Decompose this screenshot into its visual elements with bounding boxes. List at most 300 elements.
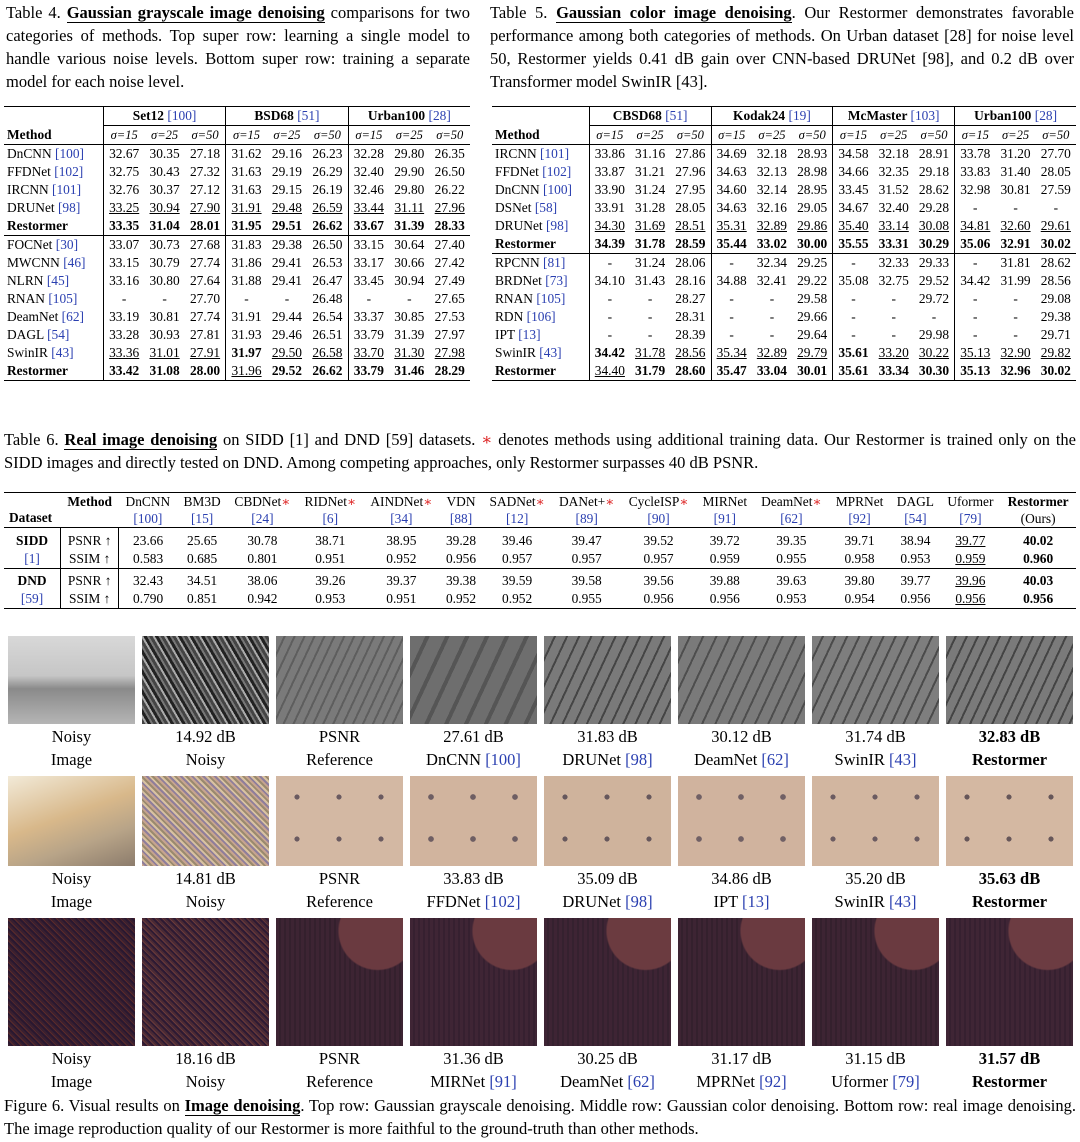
cell-value: 32.75	[103, 163, 144, 181]
cell-value: 29.90	[394, 164, 425, 179]
cell-value: 35.40	[833, 217, 874, 235]
cell-value: 32.16	[756, 200, 787, 215]
cell-value: -	[769, 291, 775, 306]
sigma-label: σ=50	[920, 128, 948, 142]
method-label: Uformer	[831, 1072, 889, 1091]
result-score: 35.09 dB	[577, 869, 638, 888]
method-name	[492, 344, 589, 362]
method-label: SwinIR	[7, 345, 48, 360]
cell-value: 33.44	[348, 199, 389, 217]
method-label: DRUNet	[562, 750, 622, 769]
result-image	[946, 636, 1073, 724]
cell-value: 32.75	[878, 273, 909, 288]
method-ref: [100]	[55, 146, 85, 161]
cell-value: 39.46	[502, 532, 533, 548]
cell-value: 27.40	[434, 237, 465, 252]
sigma-row	[492, 126, 1076, 145]
cell-value: 31.21	[635, 164, 666, 179]
dataset-name: Urban100	[367, 108, 426, 123]
method-ref: [13]	[742, 892, 770, 911]
sigma-label: σ=50	[436, 128, 464, 142]
method-name: DANet+	[558, 494, 606, 509]
cell-value: 34.88	[711, 272, 752, 290]
cell-value: -	[833, 254, 874, 273]
method-ref: [12]	[505, 511, 529, 526]
method-name: Restormer	[1007, 494, 1069, 509]
cell-value: 31.83	[226, 236, 267, 255]
cell-value: 31.79	[635, 363, 666, 378]
result-score: PSNR	[318, 869, 361, 888]
method-name	[492, 235, 589, 254]
cell-value: 39.80	[844, 573, 875, 588]
cell-value: 35.44	[711, 235, 752, 254]
cell-value: -	[1013, 291, 1018, 306]
method-label: FFDNet	[7, 164, 51, 179]
cell-value: 0.959	[709, 550, 740, 566]
method-label: NLRN	[7, 273, 44, 288]
cell-value: 27.90	[189, 200, 221, 215]
cell-value: 33.90	[589, 181, 630, 199]
method-ref: [43]	[51, 345, 74, 360]
result-method	[276, 1069, 403, 1094]
result-image	[142, 636, 269, 724]
cell-value: 32.18	[756, 146, 787, 161]
result-score: 33.83 dB	[443, 869, 504, 888]
cell-value: 0.951	[386, 591, 417, 606]
method-name	[492, 199, 589, 217]
table-row	[492, 326, 1076, 344]
cell-value: 31.78	[635, 236, 666, 251]
cell-value: 31.78	[635, 345, 666, 360]
cell-value: 39.77	[900, 573, 931, 588]
method-label: Restormer	[971, 1072, 1048, 1091]
result-method	[142, 747, 269, 772]
cell-value: 31.08	[149, 363, 180, 378]
method-label: DSNet	[495, 200, 532, 215]
cell-value: 0.956	[900, 591, 931, 606]
result-score: 35.63 dB	[978, 869, 1041, 888]
cell-value: 26.50	[312, 237, 343, 252]
cell-value: 33.70	[348, 344, 389, 362]
sigma-label: σ=50	[313, 128, 341, 142]
cell-value: 31.86	[226, 254, 267, 272]
cell-value: 32.43	[133, 573, 164, 588]
method-ref: [54]	[904, 511, 927, 526]
method-ref: [98]	[625, 892, 653, 911]
cell-value: 0.851	[187, 591, 218, 606]
result-method	[142, 889, 269, 914]
cell-value: 33.15	[103, 254, 144, 272]
method-ref: [102]	[54, 164, 84, 179]
gallery-row	[8, 918, 1074, 1094]
method-col-header	[552, 493, 622, 528]
result-image	[410, 636, 537, 724]
cell-value: 35.08	[833, 272, 874, 290]
result-method	[812, 1069, 939, 1094]
cell-value: 30.80	[149, 273, 180, 288]
table-row	[4, 272, 470, 290]
cell-value: 34.60	[711, 181, 752, 199]
cell-value: -	[955, 290, 996, 308]
cell-value: 0.953	[776, 591, 807, 606]
cell-value: 29.51	[271, 218, 303, 233]
method-name	[4, 290, 103, 308]
cell-value: 27.70	[189, 291, 221, 306]
cell-value: 33.83	[955, 163, 996, 181]
result-method	[946, 1069, 1073, 1094]
method-name	[4, 163, 103, 181]
cell-value: 39.35	[776, 532, 807, 548]
cell-value: 30.30	[918, 363, 950, 378]
method-label: RNAN	[495, 291, 533, 306]
table-row	[492, 145, 1076, 164]
result-image	[8, 776, 135, 866]
method-ref: [101]	[540, 146, 570, 161]
cell-value: 0.952	[445, 591, 477, 606]
cell-value: 30.81	[149, 309, 180, 324]
table-row	[492, 344, 1076, 362]
table-row	[492, 362, 1076, 381]
cell-value: 33.07	[103, 236, 144, 255]
method-label: MPRNet	[696, 1072, 756, 1091]
cell-value: 29.52	[918, 273, 950, 288]
sigma-label: σ=25	[273, 128, 301, 142]
cell-value: 32.98	[955, 181, 996, 199]
cell-value: 28.56	[675, 345, 706, 360]
cell-value: 33.37	[348, 308, 389, 326]
result-image	[812, 776, 939, 866]
cell-value: 30.29	[918, 236, 950, 251]
dataset-name: [59]	[20, 591, 44, 606]
cell-value: 26.59	[312, 200, 343, 215]
cell-value: 28.05	[675, 200, 706, 215]
cell-value: 0.954	[844, 591, 875, 606]
cell-value: 32.13	[756, 164, 787, 179]
method-ref: [58]	[534, 200, 558, 215]
sigma-label: σ=50	[798, 128, 826, 142]
result-image	[946, 918, 1073, 1046]
header-row	[492, 107, 1076, 126]
cell-value: 26.22	[434, 182, 465, 197]
table-row	[4, 236, 470, 255]
method-name: DAGL	[896, 494, 934, 509]
method-name	[4, 344, 103, 362]
method-name	[492, 290, 589, 308]
method-name	[492, 145, 589, 164]
result-method	[812, 889, 939, 914]
method-name: CBDNet	[234, 494, 282, 509]
result-image	[8, 918, 135, 1046]
method-label: SwinIR	[495, 345, 536, 360]
cell-value: 31.16	[635, 146, 666, 161]
cell-value: 31.30	[394, 345, 425, 360]
method-col-header	[227, 493, 297, 528]
cell-value: 39.38	[445, 573, 477, 588]
cell-value: 33.15	[348, 236, 389, 255]
cell-value: 33.28	[103, 326, 144, 344]
cell-value: 31.39	[394, 218, 425, 233]
cell-value: -	[711, 254, 752, 273]
cell-value: 29.48	[271, 200, 303, 215]
cell-value: 0.956	[709, 591, 740, 606]
cell-value: 33.35	[103, 217, 144, 236]
cell-value: 35.13	[955, 344, 996, 362]
cell-value: -	[589, 326, 630, 344]
cell-value: 28.31	[675, 309, 706, 324]
table-row	[4, 308, 470, 326]
result-score: 27.61 dB	[443, 727, 504, 746]
method-ref: [100]	[543, 182, 573, 197]
dataset-name: Urban100	[974, 108, 1032, 123]
dataset-header	[711, 107, 833, 126]
sigma-label: σ=15	[103, 126, 144, 145]
result-score: 14.81 dB	[175, 869, 236, 888]
result-image	[142, 918, 269, 1046]
method-name: SADNet	[489, 494, 536, 509]
cell-value: 26.62	[312, 218, 343, 233]
cell-value: 29.98	[918, 327, 950, 342]
sigma-label: σ=50	[676, 128, 704, 142]
cell-value: 33.25	[103, 199, 144, 217]
sigma-label: σ=15	[348, 126, 389, 145]
cell-value: 28.95	[797, 182, 828, 197]
dataset-header	[103, 107, 225, 126]
cell-value: 27.70	[1040, 146, 1071, 161]
result-method	[946, 747, 1073, 772]
cell-value: 31.63	[226, 181, 267, 199]
method-ref: [92]	[848, 511, 871, 526]
cell-value: 27.12	[189, 182, 221, 197]
cell-value: 30.94	[149, 200, 180, 215]
cell-value: 0.956	[445, 550, 477, 566]
cell-value: 32.96	[1000, 363, 1031, 378]
table-row	[4, 199, 470, 217]
method-label: IRCNN	[7, 182, 49, 197]
method-ref: [73]	[545, 273, 568, 288]
figure6-caption: Figure 6. Visual results on Image denoising. Top row: Gaussian grayscale denoising. Middle row: Gaussian color denoising. Bottom row: real image denoising. The image reproduction quality of our Restormer is more faithful to the ground-truth than other methods.	[4, 1096, 1076, 1138]
cell-value: -	[103, 290, 144, 308]
table-row	[4, 528, 1076, 550]
sigma-label: σ=25	[880, 128, 908, 142]
method-label: BRDNet	[495, 273, 542, 288]
method-label: MIRNet	[430, 1072, 486, 1091]
cell-value: 31.24	[635, 182, 666, 197]
method-ref: [54]	[47, 327, 70, 342]
sigma-label: σ=15	[589, 126, 630, 145]
result-method	[812, 747, 939, 772]
cell-value: 0.959	[955, 550, 986, 566]
cell-value: -	[769, 309, 775, 324]
cell-value: 29.18	[918, 164, 950, 179]
cell-value: 39.28	[445, 532, 477, 548]
cell-value: 35.47	[711, 362, 752, 381]
cell-value: -	[833, 290, 874, 308]
method-ref: [102]	[542, 164, 572, 179]
cell-value: 39.37	[386, 573, 417, 588]
method-label: DeamNet	[7, 309, 59, 324]
cell-value: 34.30	[589, 217, 630, 235]
result-method	[678, 747, 805, 772]
cell-value: 31.93	[226, 326, 267, 344]
cell-value: 31.20	[1000, 146, 1031, 161]
cell-value: 26.48	[312, 291, 343, 306]
cell-value: 25.65	[187, 532, 218, 548]
result-score: 30.25 dB	[577, 1049, 638, 1068]
cell-value: 0.957	[643, 550, 674, 566]
dataset-name: CBSD68	[612, 108, 662, 123]
cell-value: 31.28	[635, 200, 666, 215]
cell-value: 39.47	[571, 532, 602, 548]
cell-value: 29.79	[797, 345, 828, 360]
cell-value: 27.74	[189, 255, 221, 270]
method-ref: [100]	[485, 750, 521, 769]
method-ref: [105]	[48, 291, 78, 306]
cell-value: 29.86	[797, 218, 828, 233]
cell-value: 29.82	[1040, 345, 1071, 360]
cell-value: 30.02	[1040, 363, 1071, 378]
result-image	[276, 636, 403, 724]
cell-value: 34.81	[955, 217, 996, 235]
method-name	[492, 326, 589, 344]
cell-value: 35.34	[711, 344, 752, 362]
sigma-label: σ=50	[1042, 128, 1070, 142]
cell-value: 38.06	[247, 573, 278, 588]
method-label: SwinIR	[834, 892, 885, 911]
method-name	[4, 308, 103, 326]
method-header	[4, 107, 103, 126]
cell-value: 30.02	[1040, 236, 1071, 251]
cell-value: -	[955, 199, 996, 217]
method-ref: [62]	[627, 1072, 655, 1091]
method-label: FFDNet	[495, 164, 539, 179]
cell-value: 34.63	[711, 199, 752, 217]
table5-caption: Table 5. Gaussian color image denoising. Our Restormer demonstrates favorable performance among both categories of methods. On Urban dataset [28] for noise level 50, Restormer yields 0.41 dB gain over CNN-based DRUNet [98], and 0.2 dB over Transformer model SwinIR [43].	[490, 3, 1075, 91]
result-method	[544, 889, 671, 914]
method-ref: [62]	[761, 750, 789, 769]
method-name: AINDNet	[370, 494, 424, 509]
cell-value: -	[769, 327, 775, 342]
cell-value: 0.952	[386, 550, 417, 566]
table-row	[4, 568, 1076, 590]
method-ref: [45]	[46, 273, 70, 288]
table-row	[492, 181, 1076, 199]
cell-value: 26.47	[312, 273, 343, 288]
method-col-header	[696, 493, 754, 528]
cell-value: 30.22	[918, 345, 950, 360]
result-score: 35.20 dB	[845, 869, 906, 888]
table-row	[492, 199, 1076, 217]
cell-value: 29.08	[1040, 291, 1071, 306]
cell-value: 28.98	[797, 164, 828, 179]
cell-value: 33.45	[348, 272, 389, 290]
table-row	[4, 590, 1076, 609]
result-score: PSNR	[318, 727, 361, 746]
result-score: Noisy	[51, 727, 92, 746]
cell-value: 0.956	[643, 591, 674, 606]
figure6-visual-results	[8, 636, 1074, 1094]
cell-value: 29.38	[1040, 309, 1071, 324]
result-method	[678, 1069, 805, 1094]
cell-value: 29.64	[797, 327, 828, 342]
result-method	[678, 889, 805, 914]
cell-value: 29.58	[797, 291, 828, 306]
sigma-row	[4, 126, 470, 145]
result-image	[276, 776, 403, 866]
cell-value: 29.16	[271, 146, 303, 161]
method-header: Method	[7, 126, 52, 142]
method-ref: [24]	[251, 511, 274, 526]
star-marker: ∗	[605, 494, 615, 509]
cell-value: 32.76	[103, 181, 144, 199]
method-name	[4, 272, 103, 290]
cell-value: 28.56	[1040, 273, 1071, 288]
method-ref: [43]	[889, 892, 917, 911]
dataset-name: BSD68	[254, 108, 294, 123]
result-image	[410, 776, 537, 866]
cell-value: 26.29	[312, 164, 343, 179]
method-header: Method	[495, 126, 540, 142]
method-name: CycleISP	[628, 494, 680, 509]
cell-value: 28.16	[675, 273, 706, 288]
cell-value: 40.03	[1023, 573, 1054, 588]
cell-value: 27.42	[434, 255, 465, 270]
method-col-header	[754, 493, 829, 528]
star-marker: ∗	[346, 494, 357, 509]
cell-value: 27.98	[434, 345, 465, 360]
method-label: Image	[50, 750, 93, 769]
cell-value: 27.97	[434, 327, 465, 342]
table-row	[4, 290, 470, 308]
cell-value: 31.88	[226, 272, 267, 290]
method-ref: [6]	[322, 511, 339, 526]
result-score: 32.83 dB	[978, 727, 1041, 746]
sigma-label: σ=15	[226, 126, 267, 145]
cell-value: 31.91	[226, 199, 267, 217]
cell-value: 30.66	[394, 255, 425, 270]
method-ref: [100]	[133, 511, 163, 526]
cell-value: 39.52	[643, 532, 674, 548]
method-name: VDN	[446, 494, 476, 509]
cell-value: 34.63	[711, 163, 752, 181]
cell-value: 33.42	[103, 362, 144, 381]
table-row	[4, 254, 470, 272]
result-image	[544, 636, 671, 724]
table-row	[4, 145, 470, 164]
cell-value: -	[891, 327, 896, 342]
dataset-name: SIDD	[16, 532, 49, 548]
cell-value: 33.67	[348, 217, 389, 236]
method-label: DeamNet	[694, 750, 758, 769]
cell-value: 27.91	[189, 345, 221, 360]
cell-value: 34.67	[833, 199, 874, 217]
header-row	[4, 107, 470, 126]
cell-value: 28.62	[918, 182, 950, 197]
result-method	[276, 747, 403, 772]
cell-value: 31.69	[635, 218, 666, 233]
dataset-name: DND	[17, 573, 47, 588]
method-label: FOCNet	[7, 237, 53, 252]
dataset-ref: [51]	[297, 108, 320, 123]
cell-value: -	[1013, 327, 1018, 342]
method-label: IPT	[495, 327, 515, 342]
result-method	[410, 747, 537, 772]
cell-value: 29.52	[271, 363, 303, 378]
cell-value: 27.32	[189, 164, 221, 179]
cell-value: 32.14	[756, 182, 787, 197]
cell-value: 32.35	[878, 164, 909, 179]
table-row	[4, 344, 470, 362]
method-ref: [81]	[543, 255, 566, 270]
